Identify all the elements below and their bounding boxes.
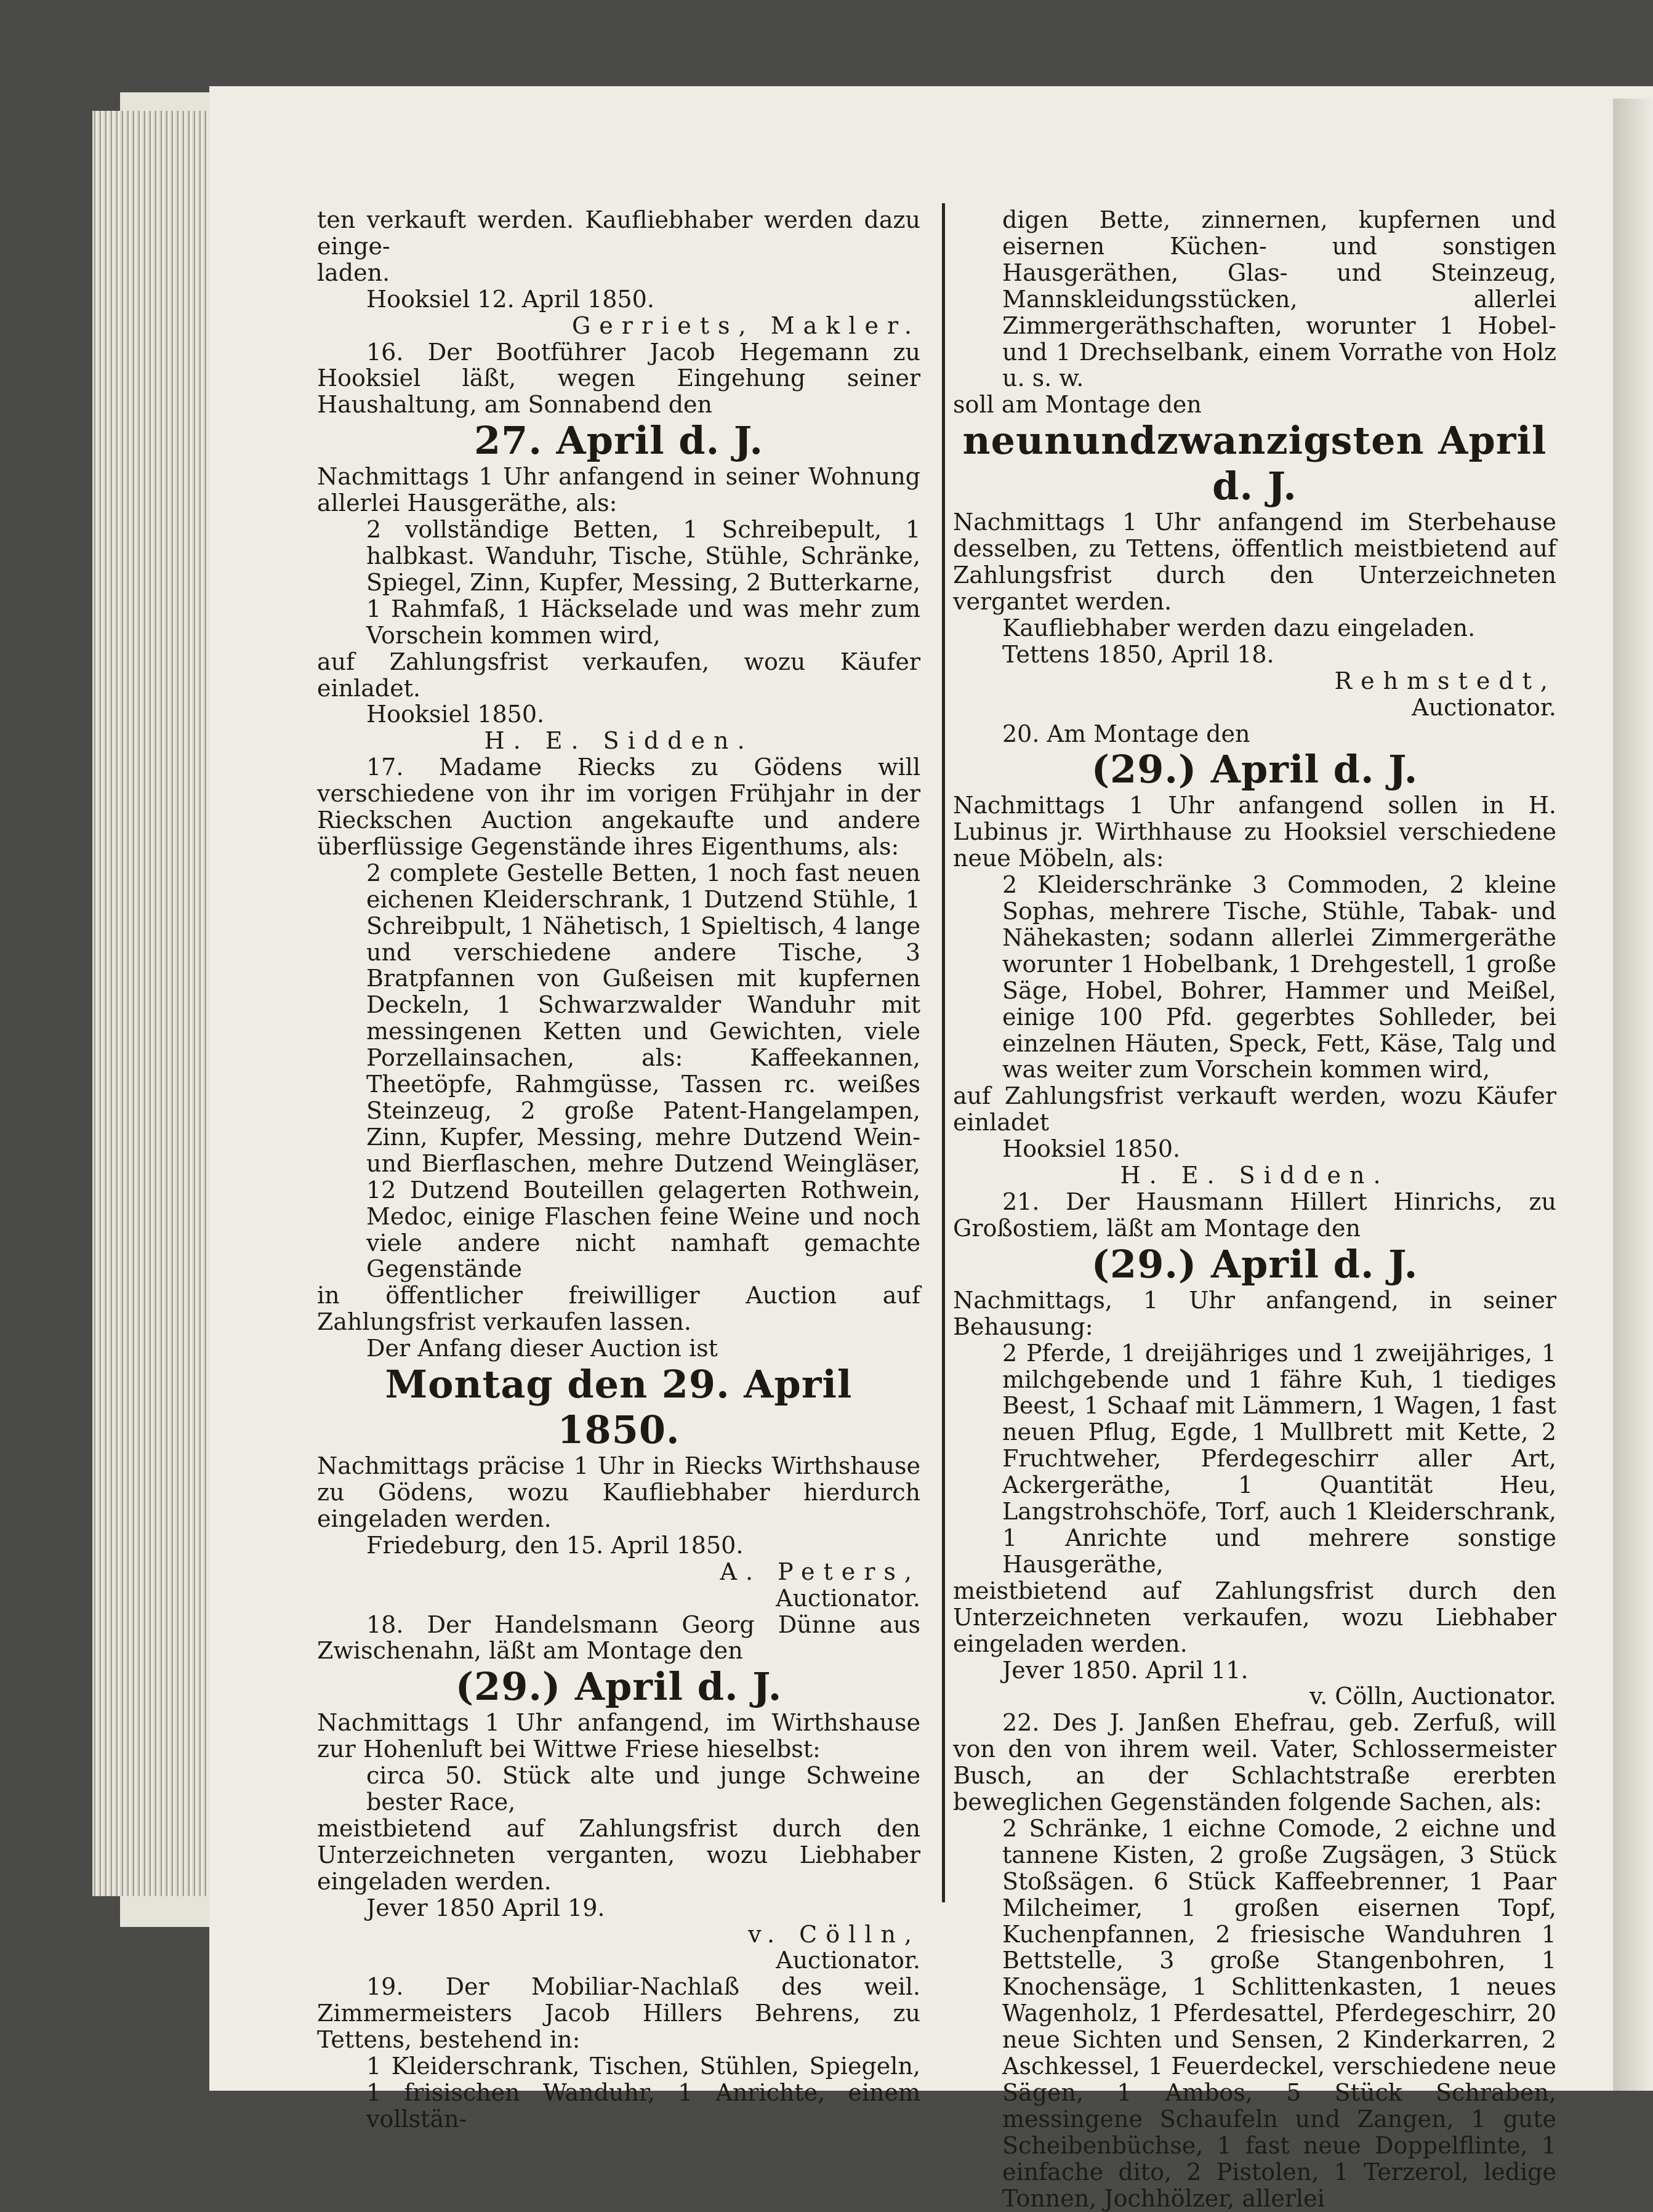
signature: Rehmstedt, [1334, 667, 1556, 694]
left-column-paragraph: laden. [317, 259, 390, 286]
right-column [953, 207, 1556, 2212]
right-column-paragraph: auf Zahlungsfrist verkauft werden, wozu Käufer einladet [953, 1082, 1556, 1136]
left-column-paragraph: 18. Der Handelsmann Georg Dünne aus Zwischenahn, läßt am Montage den [317, 1611, 920, 1665]
auction-date-heading: (29.) April d. J. [1091, 1241, 1418, 1287]
left-column-paragraph: 17. Madame Riecks zu Gödens will verschiedene von ihr im vorigen Frühjahr in der Rieckschen Auction angekaufte und andere überflüssige Gegenstände ihres Eigenthums, als: [317, 754, 920, 860]
left-column-paragraph: Nachmittags 1 Uhr anfangend in seiner Wohnung allerlei Hausgeräthe, als: [317, 463, 920, 517]
left-column [317, 207, 920, 2133]
signature: H. E. Sidden. [484, 727, 754, 755]
signature: v. Cölln, Auctionator. [1309, 1683, 1556, 1710]
left-column-paragraph: 19. Der Mobiliar-Nachlaß des weil. Zimmermeisters Jacob Hillers Behrens, zu Tettens, bestehend in: [317, 1973, 920, 2054]
right-column-paragraph: Kaufliebhaber werden dazu eingeladen. [1002, 614, 1476, 641]
right-column-paragraph: 2 Pferde, 1 dreijähriges und 1 zweijähriges, 1 milchgebende und 1 fähre Kuh, 1 tiediges Beest, 1 Schaaf mit Lämmern, 1 Wagen, 1 fast neuen Pflug, Egde, 1 Mullbrett mit Kette, 2 Fruchtweher, Pferdegeschirr aller Art, Ackergeräthe, 1 Quantität Heu, Langstrohschöfe, Torf, auch 1 Kleiderschrank, 1 Anrichte und mehrere sonstige Hausgeräthe, [1002, 1339, 1556, 1578]
right-column-paragraph: Nachmittags, 1 Uhr anfangend, in seiner Behausung: [953, 1286, 1556, 1340]
auction-date-heading: (29.) April d. J. [455, 1664, 782, 1710]
left-column-paragraph: 1 Kleiderschrank, Tischen, Stühlen, Spiegeln, 1 frisischen Wanduhr, 1 Anrichte, einem vollstän- [366, 2053, 920, 2133]
right-column-paragraph: digen Bette, zinnernen, kupfernen und eisernen Küchen- und sonstigen Hausgeräthen, Glas- und Steinzeug, Mannskleidungsstücken, allerlei Zimmergeräthschaften, worunter 1 Hobel- und 1 Drechselbank, einem Vorrathe von Holz u. s. w. [1002, 206, 1556, 392]
right-column-paragraph: Hooksiel 1850. [1002, 1135, 1181, 1163]
left-column-paragraph: Hooksiel 12. April 1850. [366, 285, 654, 313]
left-column-paragraph: meistbietend auf Zahlungsfrist durch den Unterzeichneten verganten, wozu Liebhaber eingeladen werden. [317, 1814, 920, 1895]
right-column-paragraph: Nachmittags 1 Uhr anfangend im Sterbehause desselben, zu Tettens, öffentlich meistbietend auf Zahlungsfrist durch den Unterzeichneten vergantet werden. [953, 509, 1556, 615]
right-column-paragraph: Nachmittags 1 Uhr anfangend sollen in H. Lubinus jr. Wirthhause zu Hooksiel verschiedene neue Möbeln, als: [953, 792, 1556, 872]
left-column-paragraph: ten verkauft werden. Kaufliebhaber werden dazu einge- [317, 206, 920, 260]
gutter-shadow [1613, 99, 1653, 2091]
right-column-paragraph: meistbietend auf Zahlungsfrist durch den Unterzeichneten verkaufen, wozu Liebhaber eingeladen werden. [953, 1577, 1556, 1657]
left-column-paragraph: 2 complete Gestelle Betten, 1 noch fast neuen eichenen Kleiderschrank, 1 Dutzend Stühle, 1 Schreibpult, 1 Nähetisch, 1 Spieltisch, 4 lange und verschiedene andere Tische, 3 Bratpfannen von Gußeisen mit kupfernen Deckeln, 1 Schwarzwalder Wanduhr mit messingenen Ketten und Gewichten, viele Porzellainsachen, als: Kaffeekannen, Theetöpfe, Rahmgüsse, Tassen rc. weißes Steinzeug, 2 große Patent-Hangelampen, Zinn, Kupfer, Messing, mehre Dutzend Wein- und Bierflaschen, mehre Dutzend Weingläser, 12 Dutzend Bouteillen gelagerten Rothwein, Medoc, einige Flaschen feine Weine und noch viele andere nicht namhaft gemachte Gegenstände [366, 859, 920, 1283]
auction-date-heading: (29.) April d. J. [1091, 747, 1418, 792]
left-column-paragraph: circa 50. Stück alte und junge Schweine bester Race, [366, 1762, 920, 1816]
signature: Auctionator. [776, 1947, 920, 1974]
signature: v. Cölln, [748, 1920, 920, 1948]
left-column-paragraph: Nachmittags präcise 1 Uhr in Riecks Wirthshause zu Gödens, wozu Kaufliebhaber hierdurch eingeladen werden. [317, 1452, 920, 1532]
auction-date-heading: Montag den 29. April 1850. [385, 1362, 853, 1453]
auction-date-heading: neunundzwanzigsten April d. J. [962, 418, 1547, 509]
left-column-paragraph: Der Anfang dieser Auction ist [366, 1335, 718, 1362]
right-column-paragraph: 22. Des J. Janßen Ehefrau, geb. Zerfuß, will von den von ihrem weil. Vater, Schlossermeister Busch, an der Schlachtstraße ererbten beweglichen Gegenständen folgende Sachen, als: [953, 1709, 1556, 1816]
left-column-paragraph: Nachmittags 1 Uhr anfangend, im Wirthshause zur Hohenluft bei Wittwe Friese hieselbst: [317, 1709, 920, 1763]
left-column-paragraph: Jever 1850 April 19. [366, 1894, 605, 1921]
signature: H. E. Sidden. [1120, 1162, 1390, 1189]
right-column-paragraph: 20. Am Montage den [1002, 720, 1250, 747]
right-column-paragraph: Jever 1850. April 11. [1002, 1656, 1249, 1684]
left-column-paragraph: auf Zahlungsfrist verkaufen, wozu Käufer einladet. [317, 648, 920, 702]
signature: Auctionator. [1412, 693, 1556, 721]
right-column-paragraph: 2 Schränke, 1 eichne Comode, 2 eichne und tannene Kisten, 2 große Zugsägen, 3 Stück Stoßsägen. 6 Stück Kaffeebrenner, 1 Paar Milcheimer, 1 großen eisernen Topf, Kuchenpfannen, 2 friesische Wanduhren 1 Bettstelle, 3 große Stangenbohren, 1 Knochensäge, 1 Schlittenkasten, 1 neues Wagenholz, 1 Pferdesattel, Pferdegeschirr, 20 neue Sichten und Sensen, 2 Kinderkarren, 2 Aschkessel, 1 Feuerdeckel, verschiedene neue Sägen, 1 Ambos, 5 Stück Schraben, messingene Schaufeln und Zangen, 1 gute Scheibenbüchse, 1 fast neue Doppelflinte, 1 einfache dito, 2 Pistolen, 1 Terzerol, ledige Tonnen, Jochhölzer, allerlei [1002, 1814, 1556, 2212]
signature: Gerriets, Makler. [571, 312, 920, 339]
left-column-paragraph: 16. Der Bootführer Jacob Hegemann zu Hooksiel läßt, wegen Eingehung seiner Haushaltung, am Sonnabend den [317, 338, 920, 419]
left-column-paragraph: 2 vollständige Betten, 1 Schreibepult, 1 halbkast. Wanduhr, Tische, Stühle, Schränke, Spiegel, Zinn, Kupfer, Messing, 2 Butterkarne, 1 Rahmfaß, 1 Häckselade und was mehr zum Vorschein kommen wird, [366, 516, 920, 649]
right-column-paragraph: 21. Der Hausmann Hillert Hinrichs, zu Großostiem, läßt am Montage den [953, 1188, 1556, 1242]
signature: A. Peters, [720, 1558, 920, 1585]
column-rule [942, 203, 945, 1902]
left-column-paragraph: in öffentlicher freiwilliger Auction auf Zahlungsfrist verkaufen lassen. [317, 1282, 920, 1336]
right-column-paragraph: soll am Montage den [953, 391, 1202, 419]
auction-date-heading: 27. April d. J. [474, 418, 763, 464]
right-column-paragraph: 2 Kleiderschränke 3 Commoden, 2 kleine Sophas, mehrere Tische, Stühle, Tabak- und Nähekasten; sodann allerlei Zimmergeräthe worunter 1 Hobelbank, 1 Drehgestell, 1 große Säge, Hobel, Bohrer, Hammer und Meißel, einige 100 Pfd. gegerbtes Sohlleder, bei einzelnen Häuten, Speck, Fett, Käse, Talg und was weiter zum Vorschein kommen wird, [1002, 871, 1556, 1084]
right-column-paragraph: Tettens 1850, April 18. [1002, 640, 1274, 668]
signature: Auctionator. [776, 1584, 920, 1612]
left-column-paragraph: Friedeburg, den 15. April 1850. [366, 1531, 744, 1559]
page-edges [92, 111, 215, 1896]
left-column-paragraph: Hooksiel 1850. [366, 701, 545, 728]
